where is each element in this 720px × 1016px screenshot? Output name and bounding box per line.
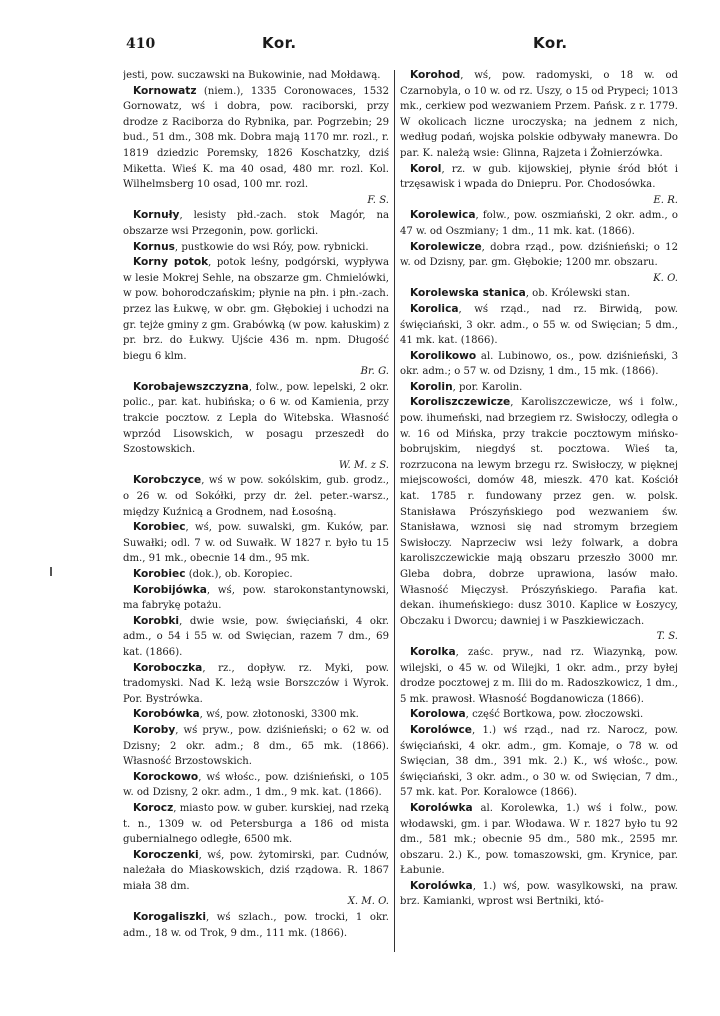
entry-text: , Karoliszczewicze, wś i folw., pow. ihumeński, nad brzegiem rz. Swisłoczy, odległa o w. 16 od Mińska, przy trakcie pocztowym mińsko-bobrujskim, niegdyś st. pocztowa. Wieś ta, rozrzucona na lewym brzegu rz. Swisłoczy, w pięknej miejscowości, domów 48, mieszk. 470 kat. Kościół kat. 1785 r. fundowany przez gen. w. polsk. Stanisława Prószyńskiego pod wezwaniem św. Stanisława, wznosi się nad stromym brzegiem Swisłoczy. Naprzeciw wsi leży folwark, a dobra karoliszczewickie mają obszaru przeszło 3000 mr. Gleba dobra, dobrze uprawiona, lasów mało. Własność Mięczysł. Prószyńskiego. Parafia kat. dekan. ihumeńskiego: dusz 3010. Kaplice w Łoszycy, Obczaku i Dworcu; dawniej i w Paszkiewiczach. (400, 397, 678, 627)
entry-text: jesti, pow. suczawski na Bukowinie, nad Mołdawą. (123, 70, 381, 81)
dictionary-entry (123, 614, 389, 661)
dictionary-entry (400, 286, 678, 302)
entry-headword: Korobki (133, 614, 180, 627)
dictionary-entry (400, 380, 678, 396)
dictionary-entry (123, 68, 389, 84)
entry-text: , wś, pow. starokonstantynowski, ma fabrykę potażu. (123, 584, 389, 612)
entry-author-signature: K. O. (653, 272, 678, 284)
running-head-left: Kor. (262, 34, 297, 52)
entry-headword: Korobajewszczyzna (133, 380, 249, 393)
entry-headword: Koroboczka (133, 661, 203, 674)
entry-headword: Korolewica (410, 209, 476, 222)
entry-text: (niem.), 1335 Coronowaces, 1532 Gornowatz, wś i dobra, pow. raciborski, przy drodze z Raciborza do Rybnika, par. Pogrzebin; 29 bud., 51 dm., 308 mk. Dobra mają 1170 mr. rozl., r. 1819 dziedzic Poremsky, 1826 Koschatzky, dziś Miketta. Wieś K. ma 40 osad, 480 mr. rozl. Kol. Wilhelmsberg 10 osad, 100 mr. rozl. (123, 85, 389, 191)
entry-text: , pustkowie do wsi Róy, pow. rybnicki. (174, 241, 369, 253)
entry-text: , rz. w gub. kijowskiej, płynie śród błót i trzęsawisk i wpada do Dniepru. Por. Chodosówka. (400, 163, 678, 191)
entry-headword: Korobczyce (133, 474, 202, 487)
entry-text: , 1.) wś rząd., nad rz. Narocz, pow. święciański, 4 okr. adm., gm. Komaje, o 78 w. od Swięcian, 38 dm., 391 mk. 2.) K., wś włośc., pow. święciański, 3 okr. adm., o 30 w. od Swięcian, 7 dm., 57 mk. kat. Por. Koralowce (1866). (400, 724, 678, 799)
entry-headword: Korobówka (133, 708, 200, 721)
entry-headword: Korocz (133, 801, 174, 814)
entry-text: al. Korolewka, 1.) wś i folw., pow. włodawski, gm. i par. Włodawa. W r. 1827 było tu 92 dm., 581 mk.; obecnie 95 dm., 580 mk., 2595 mr. obszaru. 2.) K., pow. tomaszowski, gm. Krynice, par. Łabunie. (400, 802, 678, 877)
dictionary-entry (123, 723, 389, 770)
dictionary-entry (123, 583, 389, 614)
entry-text: , wś rząd., nad rz. Birwidą, pow. święciański, 3 okr. adm., o 55 w. od Swięcian; 5 dm., 41 mk. kat. (1866). (400, 303, 678, 347)
dictionary-entry (123, 380, 389, 474)
entry-text: , miasto pow. w guber. kurskiej, nad rzeką t. n., 1309 w. od Petersburga a 186 od mista gubernialnego odległe, 6500 mk. (123, 802, 389, 846)
dictionary-entry (400, 302, 678, 349)
entry-author-signature: X. M. O. (347, 896, 389, 908)
entry-headword: Kornus (133, 240, 175, 253)
entry-text: , wś włośc., pow. dziśnieński, o 105 w. od Dzisny, 2 okr. adm., 1 dm., 9 mk. kat. (1866). (123, 771, 389, 799)
running-head-right: Kor. (533, 34, 568, 52)
entry-text: , potok leśny, podgórski, wypływa w lesie Mokrej Sehle, na obszarze gm. Chmielówki, w pow. bohorodczańskim; płynie na płn. i płn.-zach. przez las Łukwę, w obr. gm. Głębokiej i uchodzi na gr. tejże gminy z gm. Grabówką (w pow. kałuskim) z pr. brz. do Łukwy. Ujście 436 m. npm. Długość biegu 6 klm. (123, 257, 389, 362)
entry-text: al. Lubinowo, os., pow. dziśnieński, 3 okr. adm.; o 57 w. od Dzisny, 1 dm., 15 mk. (1866). (400, 350, 678, 378)
entry-text: , dobra rząd., pow. dziśnieński; o 12 w. od Dzisny, par. gm. Głębokie; 1200 mr. obszaru. (400, 241, 678, 269)
dictionary-entry (123, 520, 389, 567)
entry-text: , dwie wsie, pow. święciański, 4 okr. adm., o 54 i 55 w. od Swięcian, razem 7 dm., 69 kat. (1866). (123, 615, 389, 658)
entry-headword: Koroczenki (133, 848, 199, 861)
page-number: 410 (126, 36, 156, 52)
entry-text: , wś, pow. suwalski, gm. Kuków, par. Suwałki; odl. 7 w. od Suwałk. W 1827 r. było tu 15 dm., 91 mk., obecnie 14 dm., 95 mk. (123, 522, 389, 565)
right-column (400, 68, 678, 948)
page-header (0, 28, 720, 58)
dictionary-entry (400, 707, 678, 723)
entry-headword: Korobiec (133, 521, 186, 534)
entry-headword: Korobiec (133, 568, 186, 580)
dictionary-entry (400, 645, 678, 707)
entry-text: , wś pryw., pow. dziśnieński; o 62 w. od Dzisny; 2 okr. adm.; 8 dm., 65 mk. (1866). Własność Brzostowskich. (123, 724, 389, 768)
entry-text: , wś, pow. złotonoski, 3300 mk. (199, 709, 359, 721)
margin-mark (50, 567, 52, 576)
entry-headword: Korolówce (410, 723, 472, 736)
entry-headword: Korol (410, 162, 442, 175)
entry-headword: Korolewska stanica (410, 287, 526, 300)
dictionary-entry (400, 349, 678, 380)
entry-headword: Koroby (133, 723, 176, 736)
entry-text: (dok.), ob. Koropiec. (185, 569, 293, 580)
entry-author-signature: T. S. (656, 631, 678, 643)
dictionary-entry (400, 879, 678, 910)
dictionary-entry (123, 770, 389, 801)
dictionary-entry (123, 910, 389, 941)
dictionary-entry (400, 240, 678, 287)
entry-headword: Korolówka (410, 801, 473, 814)
entry-headword: Korobijówka (133, 583, 207, 596)
entry-text: , 1.) wś, pow. wasylkowski, na praw. brz. Kamianki, wprost wsi Bertniki, któ- (400, 880, 678, 908)
entry-text: , folw., pow. oszmiański, 2 okr. adm., o 47 w. od Oszmiany; 1 dm., 11 mk. kat. (1866). (400, 210, 678, 237)
left-column (123, 68, 389, 948)
dictionary-entry (400, 68, 678, 162)
dictionary-entry (123, 240, 389, 256)
entry-text: , folw., pow. lepelski, 2 okr. polic., par. kat. hubińska; o 6 w. od Kamienia, przy trakcie pocztow. z Lepla do Witebska. Własność wprzód Lisowskich, w posagu przeszedł do Szostowskich. (123, 381, 389, 456)
entry-headword: Korolówka (410, 879, 473, 892)
dictionary-entry (123, 255, 389, 380)
dictionary-entry (123, 848, 389, 910)
dictionary-entry (123, 661, 389, 708)
entry-text: , zaśc. pryw., nad rz. Wiazynką, pow. wilejski, o 45 w. od Wilejki, 1 okr. adm., przy byłej drodze pocztowej z m. Ilii do m. Radoszkowicz, 1 dm., 5 mk. prawosł. Własność Bogdanowicza (1866). (400, 646, 678, 705)
entry-text: , wś w pow. sokólskim, gub. grodz., o 26 w. od Sokółki, przy dr. żel. peter.-warsz., między Kuźnicą a Grodnem, nad Łosośną. (123, 475, 389, 518)
entry-author-signature: Br. G. (360, 366, 389, 378)
dictionary-entry (400, 723, 678, 801)
entry-headword: Korny potok (133, 256, 209, 269)
entry-headword: Kornuły (133, 209, 180, 222)
entry-text: , ob. Królewski stan. (525, 288, 631, 300)
dictionary-entry (400, 801, 678, 879)
entry-headword: Korolewicze (410, 240, 482, 253)
dictionary-entry (123, 473, 389, 520)
entry-headword: Korolin (410, 380, 453, 393)
entry-headword: Korolowa (410, 708, 466, 721)
dictionary-entry (123, 84, 389, 209)
dictionary-entry (400, 208, 678, 239)
entry-text: , rz., dopływ. rz. Myki, pow. tradomyski. Nad K. leżą wsie Borszczów i Wyrok. Por. Bystrówka. (123, 662, 389, 705)
entry-author-signature: F. S. (367, 194, 389, 206)
dictionary-entry (400, 395, 678, 645)
entry-headword: Korolka (410, 645, 456, 658)
entry-headword: Korogaliszki (133, 911, 206, 924)
dictionary-entry (400, 162, 678, 209)
entry-text: , część Bortkowa, pow. złoczowski. (465, 709, 644, 721)
entry-text: , por. Karolin. (452, 381, 523, 393)
entry-headword: Koroliszczewicze (410, 396, 511, 409)
entry-headword: Kornowatz (133, 84, 197, 97)
scan-edge-noise (0, 0, 40, 10)
dictionary-entry (123, 801, 389, 848)
column-divider (394, 70, 395, 952)
entry-headword: Korockowo (133, 770, 199, 783)
dictionary-entry (123, 707, 389, 723)
entry-headword: Korolica (410, 302, 459, 315)
dictionary-entry (123, 208, 389, 239)
entry-text: , lesisty płd.-zach. stok Magór, na obszarze wsi Przegonin, pow. gorlicki. (123, 210, 389, 237)
entry-headword: Korolikowo (410, 349, 477, 362)
entry-author-signature: W. M. z S. (338, 459, 389, 471)
entry-headword: Korohod (410, 69, 461, 81)
dictionary-entry (123, 567, 389, 583)
entry-text: , wś, pow. radomyski, o 18 w. od Czarnobyla, o 10 w. od rz. Uszy, o 15 od Prypeci; 1013 mk., cerkiew pod wezwaniem Przem. Pańsk. z r. 1779. W okolicach liczne uroczyska; na jednem z nich, według podań, wojska polskie odbywały manewra. Do par. K. należą wsie: Glinna, Rajzeta i Żołnierzówka. (400, 70, 678, 159)
entry-text: , wś, pow. żytomirski, par. Cudnów, należała do Miaskowskich, dziś rządowa. R. 1867 miała 38 dm. (123, 849, 389, 892)
entry-text: , wś szlach., pow. trocki, 1 okr. adm., 18 w. od Trok, 9 dm., 111 mk. (1866). (123, 912, 389, 939)
entry-author-signature: E. R. (653, 194, 678, 206)
